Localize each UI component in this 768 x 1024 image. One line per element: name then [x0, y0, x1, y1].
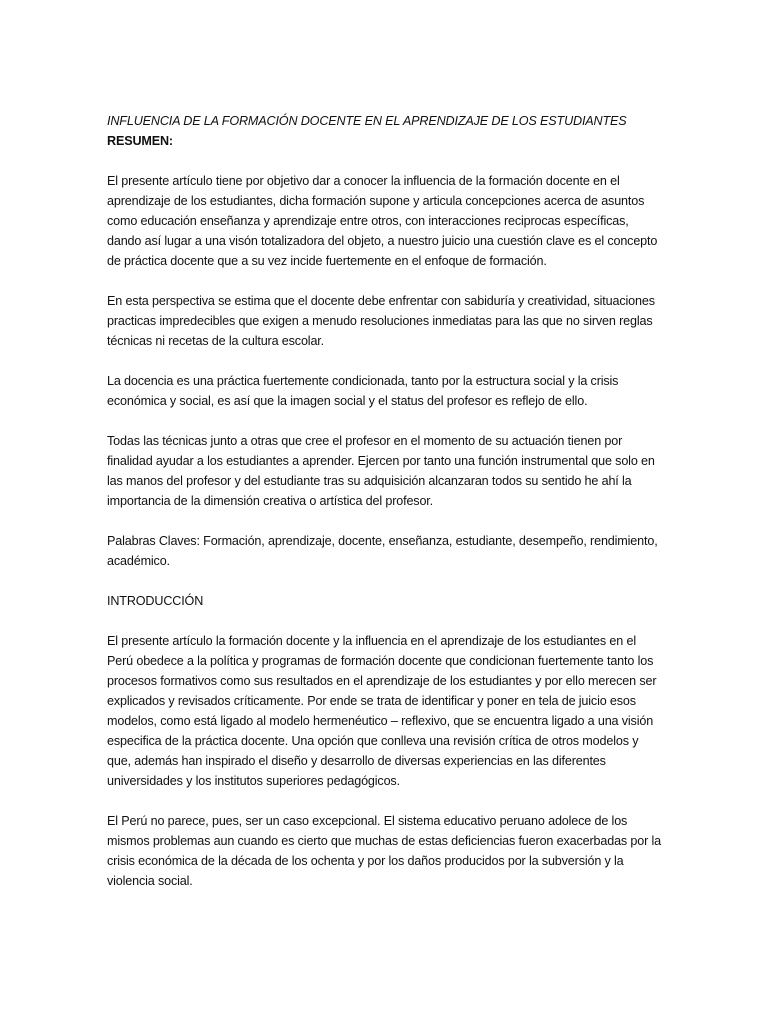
- summary-paragraph: La docencia es una práctica fuertemente condicionada, tanto por la estructura social y la crisis económica y social, es así que la imagen social y el status del profesor es reflejo de ello.: [107, 374, 619, 408]
- document-title: INFLUENCIA DE LA FORMACIÓN DOCENTE EN EL APRENDIZAJE DE LOS ESTUDIANTES: [107, 114, 627, 128]
- summary-heading: RESUMEN:: [107, 134, 173, 148]
- summary-paragraph: En esta perspectiva se estima que el docente debe enfrentar con sabiduría y creatividad, situaciones practicas impredecibles que exigen a menudo resoluciones inmediatas para las que no sirven reglas técnicas ni recetas de la cultura escolar.: [107, 294, 655, 348]
- intro-paragraph: El Perú no parece, pues, ser un caso excepcional. El sistema educativo peruano adolece de los mismos problemas aun cuando es cierto que muchas de estas deficiencias fueron exacerbadas por la crisis económica de la década de los ochenta y por los daños producidos por la subversión y la violencia social.: [107, 814, 662, 888]
- document-page: [107, 111, 665, 911]
- summary-paragraph: El presente artículo tiene por objetivo dar a conocer la influencia de la formación docente en el aprendizaje de los estudiantes, dicha formación supone y articula concepciones acerca de asuntos como educación enseñanza y aprendizaje entre otros, con interacciones reciprocas específicas, dando así lugar a una visón totalizadora del objeto, a nuestro juicio una cuestión clave es el concepto de práctica docente que a su vez incide fuertemente en el enfoque de formación.: [107, 174, 658, 268]
- summary-paragraph: Todas las técnicas junto a otras que cree el profesor en el momento de su actuación tienen por finalidad ayudar a los estudiantes a aprender. Ejercen por tanto una función instrumental que solo en las manos del profesor y del estudiante tras su adquisición alcanzaran todos su sentido he ahí la importancia de la dimensión creativa o artística del profesor.: [107, 434, 655, 508]
- intro-heading: INTRODUCCIÓN: [107, 594, 204, 608]
- intro-paragraph: El presente artículo la formación docente y la influencia en el aprendizaje de los estudiantes en el Perú obedece a la política y programas de formación docente que condicionan fuertemente tanto los procesos formativos como sus resultados en el aprendizaje de los estudiantes y por ello merecen ser explicados y revisados críticamente. Por ende se trata de identificar y poner en tela de juicio esos modelos, como está ligado al modelo hermenéutico – reflexivo, que se encuentra ligado a una visión especifica de la práctica docente. Una opción que conlleva una revisión crítica de otros modelos y que, además han inspirado el diseño y desarrollo de diversas experiencias en las diferentes universidades y los institutos superiores pedagógicos.: [107, 634, 657, 788]
- keywords-paragraph: Palabras Claves: Formación, aprendizaje, docente, enseñanza, estudiante, desempeño, rendimiento, académico.: [107, 534, 658, 568]
